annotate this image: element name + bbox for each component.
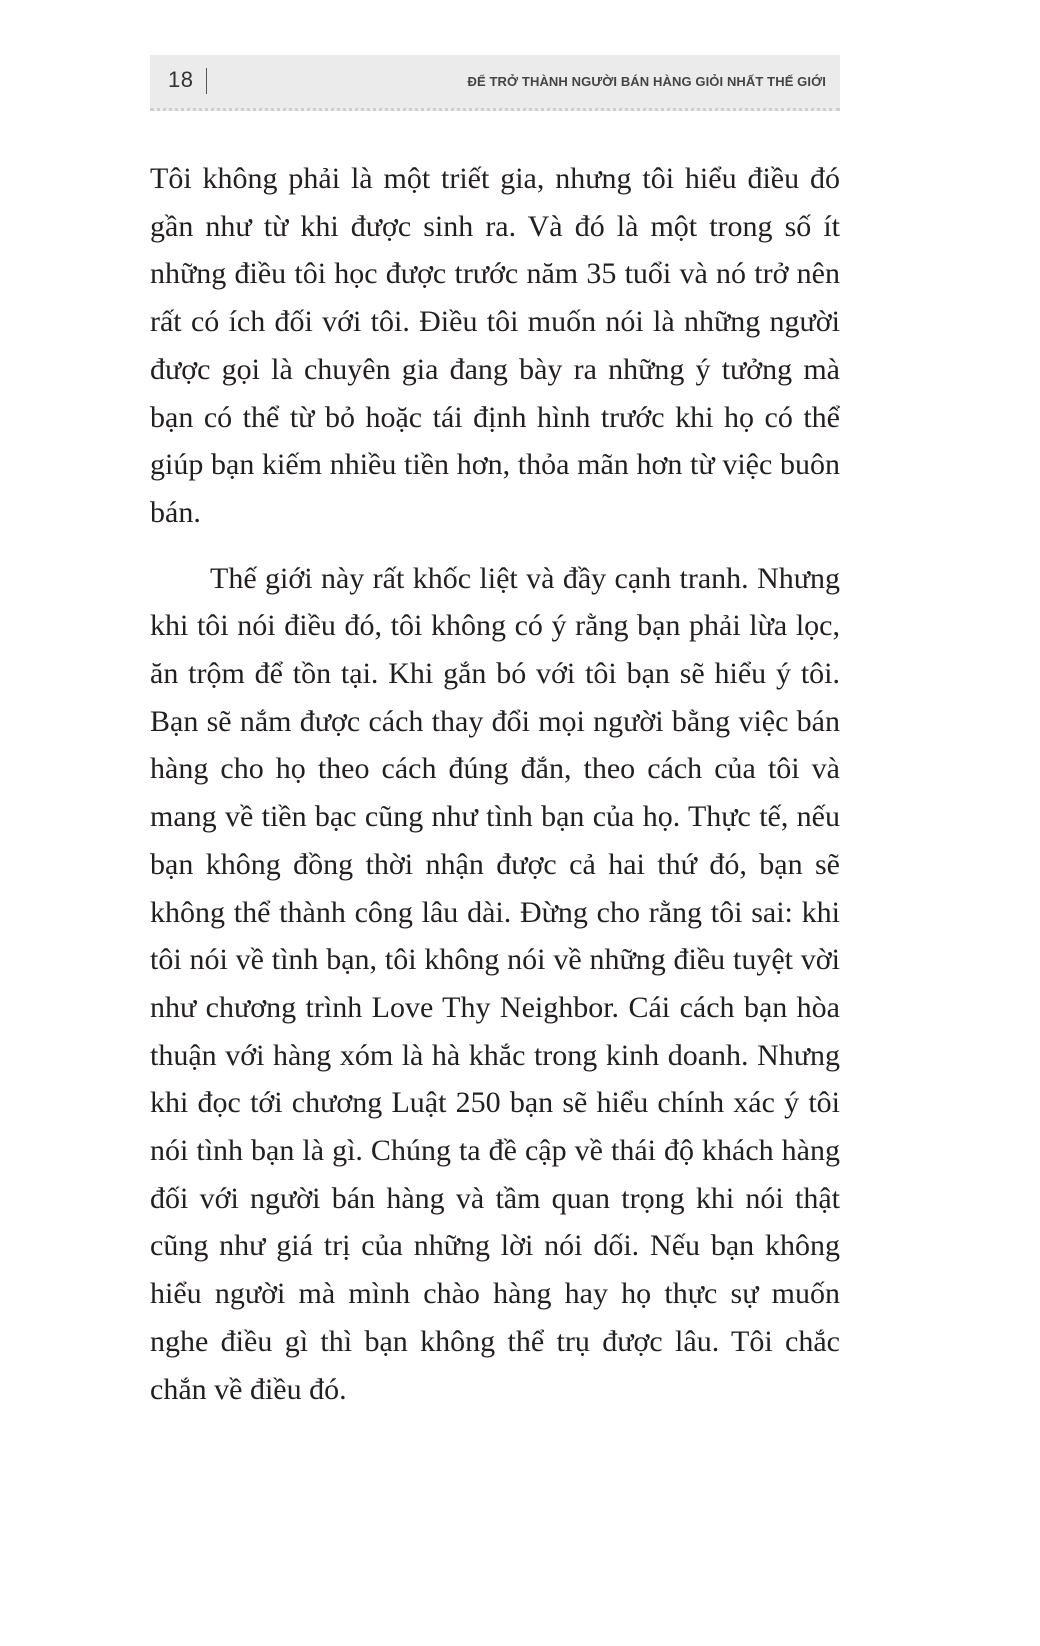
- running-header: [150, 55, 840, 111]
- running-title: ĐỂ TRỞ THÀNH NGƯỜI BÁN HÀNG GIỎI NHẤT THẾ GIỚI: [467, 74, 826, 89]
- paragraph-2: Thế giới này rất khốc liệt và đầy cạnh tranh. Nhưng khi tôi nói điều đó, tôi không có ý rằng bạn phải lừa lọc, ăn trộm để tồn tại. Khi gắn bó với tôi bạn sẽ hiểu ý tôi. Bạn sẽ nắm được cách thay đổi mọi người bằng việc bán hàng cho họ theo cách đúng đắn, theo cách của tôi và mang về tiền bạc cũng như tình bạn của họ. Thực tế, nếu bạn không đồng thời nhận được cả hai thứ đó, bạn sẽ không thể thành công lâu dài. Đừng cho rằng tôi sai: khi tôi nói về tình bạn, tôi không nói về những điều tuyệt vời như chương trình Love Thy Neighbor. Cái cách bạn hòa thuận với hàng xóm là hà khắc trong kinh doanh. Nhưng khi đọc tới chương Luật 250 bạn sẽ hiểu chính xác ý tôi nói tình bạn là gì. Chúng ta đề cập về thái độ khách hàng đối với người bán hàng và tầm quan trọng khi nói thật cũng như giá trị của những lời nói dối. Nếu bạn không hiểu người mà mình chào hàng hay họ thực sự muốn nghe điều gì thì bạn không thể trụ được lâu. Tôi chắc chắn về điều đó.: [150, 561, 840, 1406]
- header-divider: [206, 68, 207, 94]
- paragraph-1: Tôi không phải là một triết gia, nhưng tôi hiểu điều đó gần như từ khi được sinh ra. Và đó là một trong số ít những điều tôi học được trước năm 35 tuổi và nó trở nên rất có ích đối với tôi. Điều tôi muốn nói là những người được gọi là chuyên gia đang bày ra những ý tưởng mà bạn có thể từ bỏ hoặc tái định hình trước khi họ có thể giúp bạn kiếm nhiều tiền hơn, thỏa mãn hơn từ việc buôn bán.: [150, 162, 840, 529]
- page-body: [150, 155, 840, 1413]
- page-number: 18: [168, 67, 194, 92]
